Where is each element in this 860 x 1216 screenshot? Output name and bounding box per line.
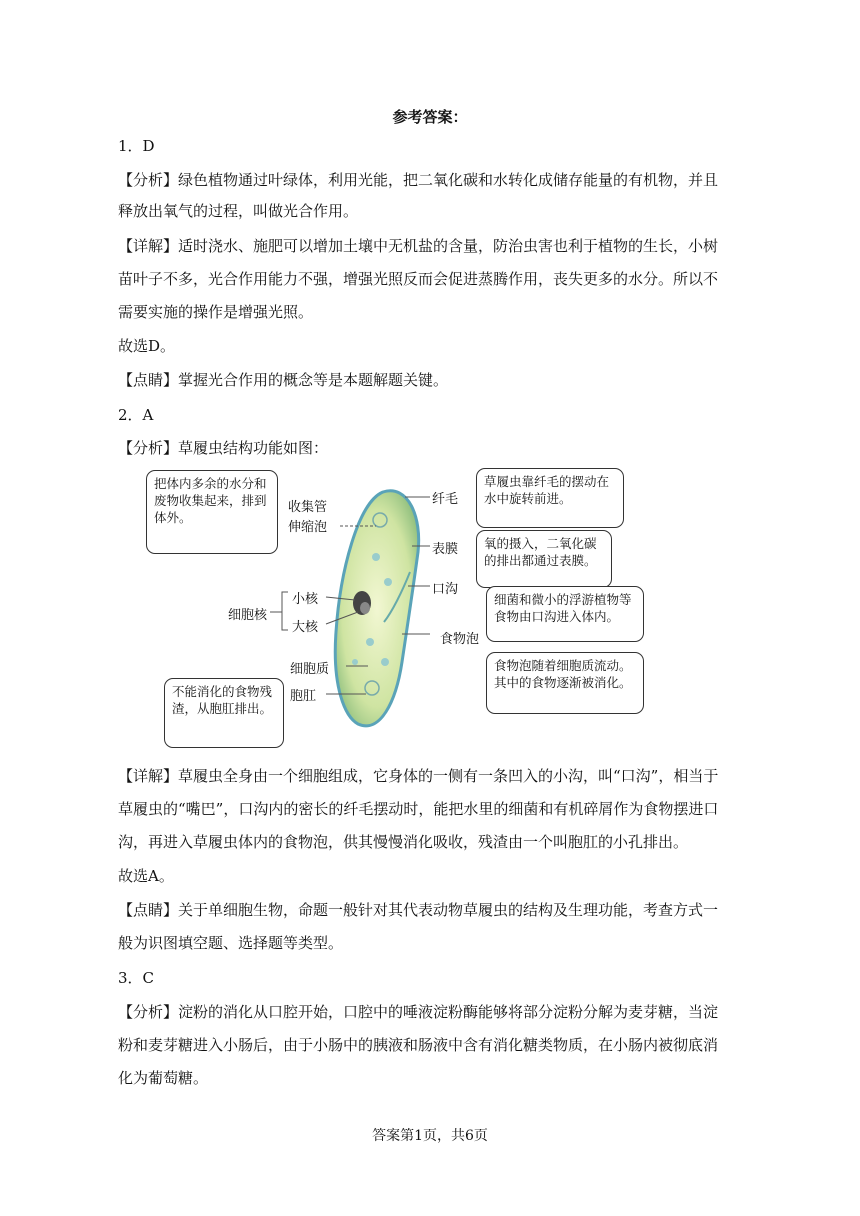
- q2-answer: 2．A: [118, 406, 154, 424]
- q1-analysis-line1: [118, 170, 758, 190]
- detail-tag: 【详解】: [118, 237, 179, 255]
- q1-choice: 故选D。: [118, 337, 176, 355]
- label-contractile-vacuole: 伸缩泡: [288, 520, 328, 535]
- q2-analysis: [118, 438, 758, 458]
- detail-tag: 【详解】: [118, 767, 179, 785]
- q1-detail-line3: 需要实施的操作是增强光照。: [118, 303, 314, 321]
- callout-anal-pore: 不能消化的食物残渣，从胞肛排出。: [164, 678, 284, 748]
- q1-detail-line2: 苗叶子不多，光合作用能力不强，增强光照反而会促进蒸腾作用，丧失更多的水分。所以不: [118, 270, 719, 288]
- analysis-tag: 【分析】: [118, 439, 179, 457]
- q1-answer: 1．D: [118, 137, 155, 155]
- label-nucleus: 细胞核: [228, 608, 268, 623]
- q1-analysis-line2: 释放出氧气的过程，叫做光合作用。: [118, 202, 359, 220]
- analysis-tag: 【分析】: [118, 171, 179, 189]
- q2-detail-line2: 草履虫的“嘴巴”，口沟内的密长的纤毛摆动时，能把水里的细菌和有机碎屑作为食物摆进口: [118, 800, 719, 818]
- q3-analysis-line1: [118, 1002, 758, 1022]
- label-collecting-canal: 收集管: [288, 500, 328, 515]
- q2-detail-text: 草履虫全身由一个细胞组成，它身体的一侧有一条凹入的小沟，叫“口沟”，相当于: [178, 767, 719, 785]
- q1-comment: [118, 370, 758, 390]
- q2-comment-line2: 般为识图填空题、选择题等类型。: [118, 934, 344, 952]
- label-anal-pore: 胞肛: [290, 689, 317, 704]
- q3-answer: 3．C: [118, 969, 155, 987]
- comment-tag: 【点睛】: [118, 371, 179, 389]
- q2-detail-line3: 沟，再进入草履虫体内的食物泡，供其慢慢消化吸收，残渣由一个叫胞肛的小孔排出。: [118, 833, 689, 851]
- q3-analysis-text: 淀粉的消化从口腔开始，口腔中的唾液淀粉酶能够将部分淀粉分解为麦芽糖，当淀: [178, 1003, 719, 1021]
- callout-pellicle: 氧的摄入，二氧化碳的排出都通过表膜。: [476, 530, 612, 588]
- callout-food-vacuole: 食物泡随着细胞质流动。其中的食物逐渐被消化。: [486, 652, 644, 714]
- label-pellicle: 表膜: [432, 542, 459, 557]
- q1-comment-text: 掌握光合作用的概念等是本题解题关键。: [178, 371, 449, 389]
- callout-cilia: 草履虫靠纤毛的摆动在水中旋转前进。: [476, 468, 624, 528]
- callout-oral-groove: 细菌和微小的浮游植物等食物由口沟进入体内。: [486, 586, 644, 642]
- q1-detail-text: 适时浇水、施肥可以增加土壤中无机盐的含量，防治虫害也利于植物的生长，小树: [178, 237, 719, 255]
- label-micronucleus: 小核: [292, 592, 319, 607]
- analysis-tag: 【分析】: [118, 1003, 179, 1021]
- q2-choice: 故选A。: [118, 867, 174, 885]
- label-macronucleus: 大核: [292, 620, 319, 635]
- page-footer: 答案第1页，共6页: [372, 1128, 488, 1144]
- comment-tag: 【点睛】: [118, 901, 179, 919]
- label-cilia: 纤毛: [432, 492, 459, 507]
- q2-comment-line1: [118, 900, 758, 920]
- page-title: 参考答案：: [392, 108, 468, 126]
- q3-analysis-line3: 化为葡萄糖。: [118, 1069, 209, 1087]
- q1-detail-line1: [118, 236, 758, 256]
- label-cytoplasm: 细胞质: [290, 662, 330, 677]
- paramecium-diagram: [140, 462, 650, 752]
- q2-detail-line1: [118, 766, 758, 786]
- q3-analysis-line2: 粉和麦芽糖进入小肠后，由于小肠中的胰液和肠液中含有消化糖类物质，在小肠内被彻底消: [118, 1036, 719, 1054]
- label-food-vacuole: 食物泡: [440, 632, 480, 647]
- q2-analysis-text: 草履虫结构功能如图：: [178, 439, 329, 457]
- q2-comment-text: 关于单细胞生物，命题一般针对其代表动物草履虫的结构及生理功能，考查方式一: [178, 901, 719, 919]
- label-oral-groove: 口沟: [432, 582, 459, 597]
- q1-analysis-text: 绿色植物通过叶绿体，利用光能，把二氧化碳和水转化成储存能量的有机物，并且: [178, 171, 719, 189]
- callout-contractile-vacuole: 把体内多余的水分和废物收集起来，排到体外。: [146, 470, 278, 554]
